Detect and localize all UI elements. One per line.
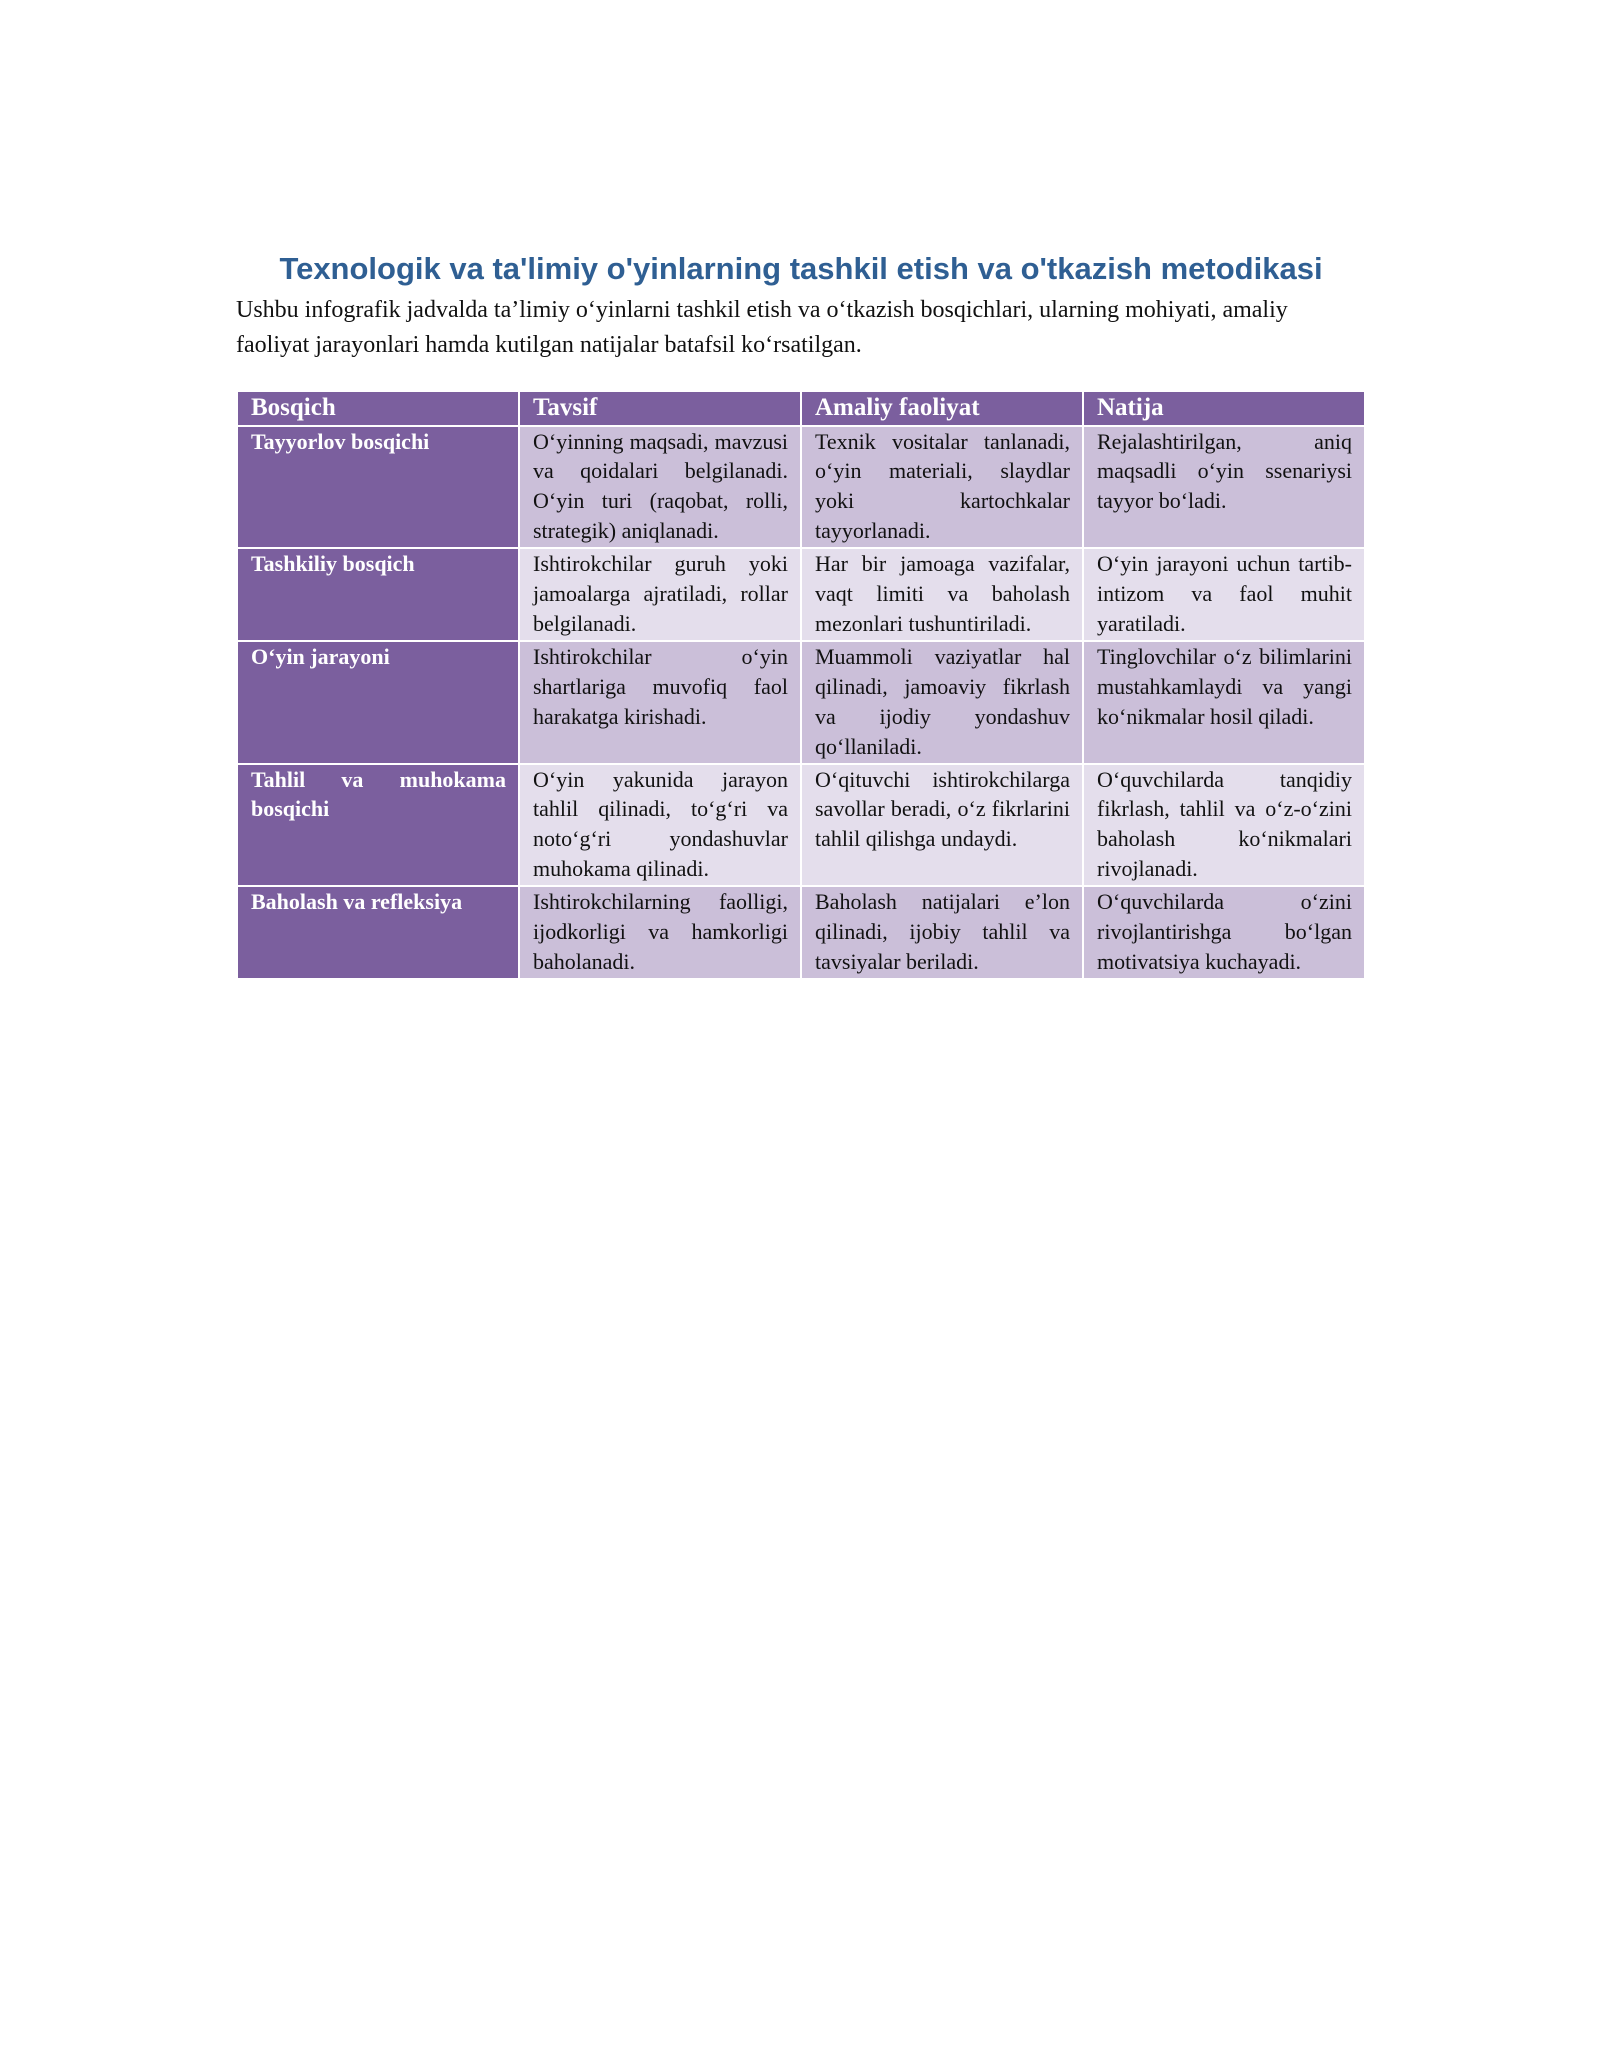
description-cell: Ishtirokchilar o‘yin shartlariga muvofiq faol harakatga kirishadi. <box>519 641 801 764</box>
result-cell: Tinglovchilar o‘z bilimlarini mustahkamlaydi va yangi ko‘nikmalar hosil qiladi. <box>1083 641 1365 764</box>
stage-cell: Tahlil va muhokama bosqichi <box>237 764 519 887</box>
activity-cell: Texnik vositalar tanlanadi, o‘yin materiali, slaydlar yoki kartochkalar tayyorlanadi. <box>801 426 1083 549</box>
header-stage: Bosqich <box>237 391 519 425</box>
description-cell: O‘yin yakunida jarayon tahlil qilinadi, to‘g‘ri va noto‘g‘ri yondashuvlar muhokama qilinadi. <box>519 764 801 887</box>
document-title: Texnologik va ta'limiy o'yinlarning tashkil etish va o'tkazish metodikasi <box>279 251 1323 286</box>
result-cell: Rejalashtirilgan, aniq maqsadli o‘yin ssenariysi tayyor bo‘ladi. <box>1083 426 1365 549</box>
table-row <box>237 426 1365 549</box>
stages-table <box>236 390 1366 980</box>
table-row <box>237 764 1365 887</box>
activity-cell: Baholash natijalari e’lon qilinadi, ijobiy tahlil va tavsiyalar beriladi. <box>801 886 1083 979</box>
header-description: Tavsif <box>519 391 801 425</box>
intro-paragraph: Ushbu infografik jadvalda ta’limiy o‘yinlarni tashkil etish va o‘tkazish bosqichlari, ularning mohiyati, amaliy faoliyat jarayonlari hamda kutilgan natijalar batafsil ko‘rsatilgan. <box>236 297 1288 358</box>
header-activity: Amaliy faoliyat <box>801 391 1083 425</box>
stage-cell: O‘yin jarayoni <box>237 641 519 764</box>
description-cell: O‘yinning maqsadi, mavzusi va qoidalari belgilanadi. O‘yin turi (raqobat, rolli, strategik) aniqlanadi. <box>519 426 801 549</box>
result-cell: O‘quvchilarda tanqidiy fikrlash, tahlil va o‘z-o‘zini baholash ko‘nikmalari rivojlanadi. <box>1083 764 1365 887</box>
stage-cell: Baholash va refleksiya <box>237 886 519 979</box>
table-row <box>237 886 1365 979</box>
document-page <box>236 250 1366 980</box>
activity-cell: Muammoli vaziyatlar hal qilinadi, jamoaviy fikrlash va ijodiy yondashuv qo‘llaniladi. <box>801 641 1083 764</box>
stage-cell: Tayyorlov bosqichi <box>237 426 519 549</box>
stage-cell: Tashkiliy bosqich <box>237 548 519 641</box>
header-result: Natija <box>1083 391 1365 425</box>
description-cell: Ishtirokchilar guruh yoki jamoalarga ajratiladi, rollar belgilanadi. <box>519 548 801 641</box>
result-cell: O‘quvchilarda o‘zini rivojlantirishga bo‘lgan motivatsiya kuchayadi. <box>1083 886 1365 979</box>
activity-cell: O‘qituvchi ishtirokchilarga savollar beradi, o‘z fikrlarini tahlil qilishga undaydi. <box>801 764 1083 887</box>
table-row <box>237 548 1365 641</box>
table-header-row <box>237 391 1365 425</box>
result-cell: O‘yin jarayoni uchun tartib-intizom va faol muhit yaratiladi. <box>1083 548 1365 641</box>
activity-cell: Har bir jamoaga vazifalar, vaqt limiti va baholash mezonlari tushuntiriladi. <box>801 548 1083 641</box>
description-cell: Ishtirokchilarning faolligi, ijodkorligi va hamkorligi baholanadi. <box>519 886 801 979</box>
table-row <box>237 641 1365 764</box>
